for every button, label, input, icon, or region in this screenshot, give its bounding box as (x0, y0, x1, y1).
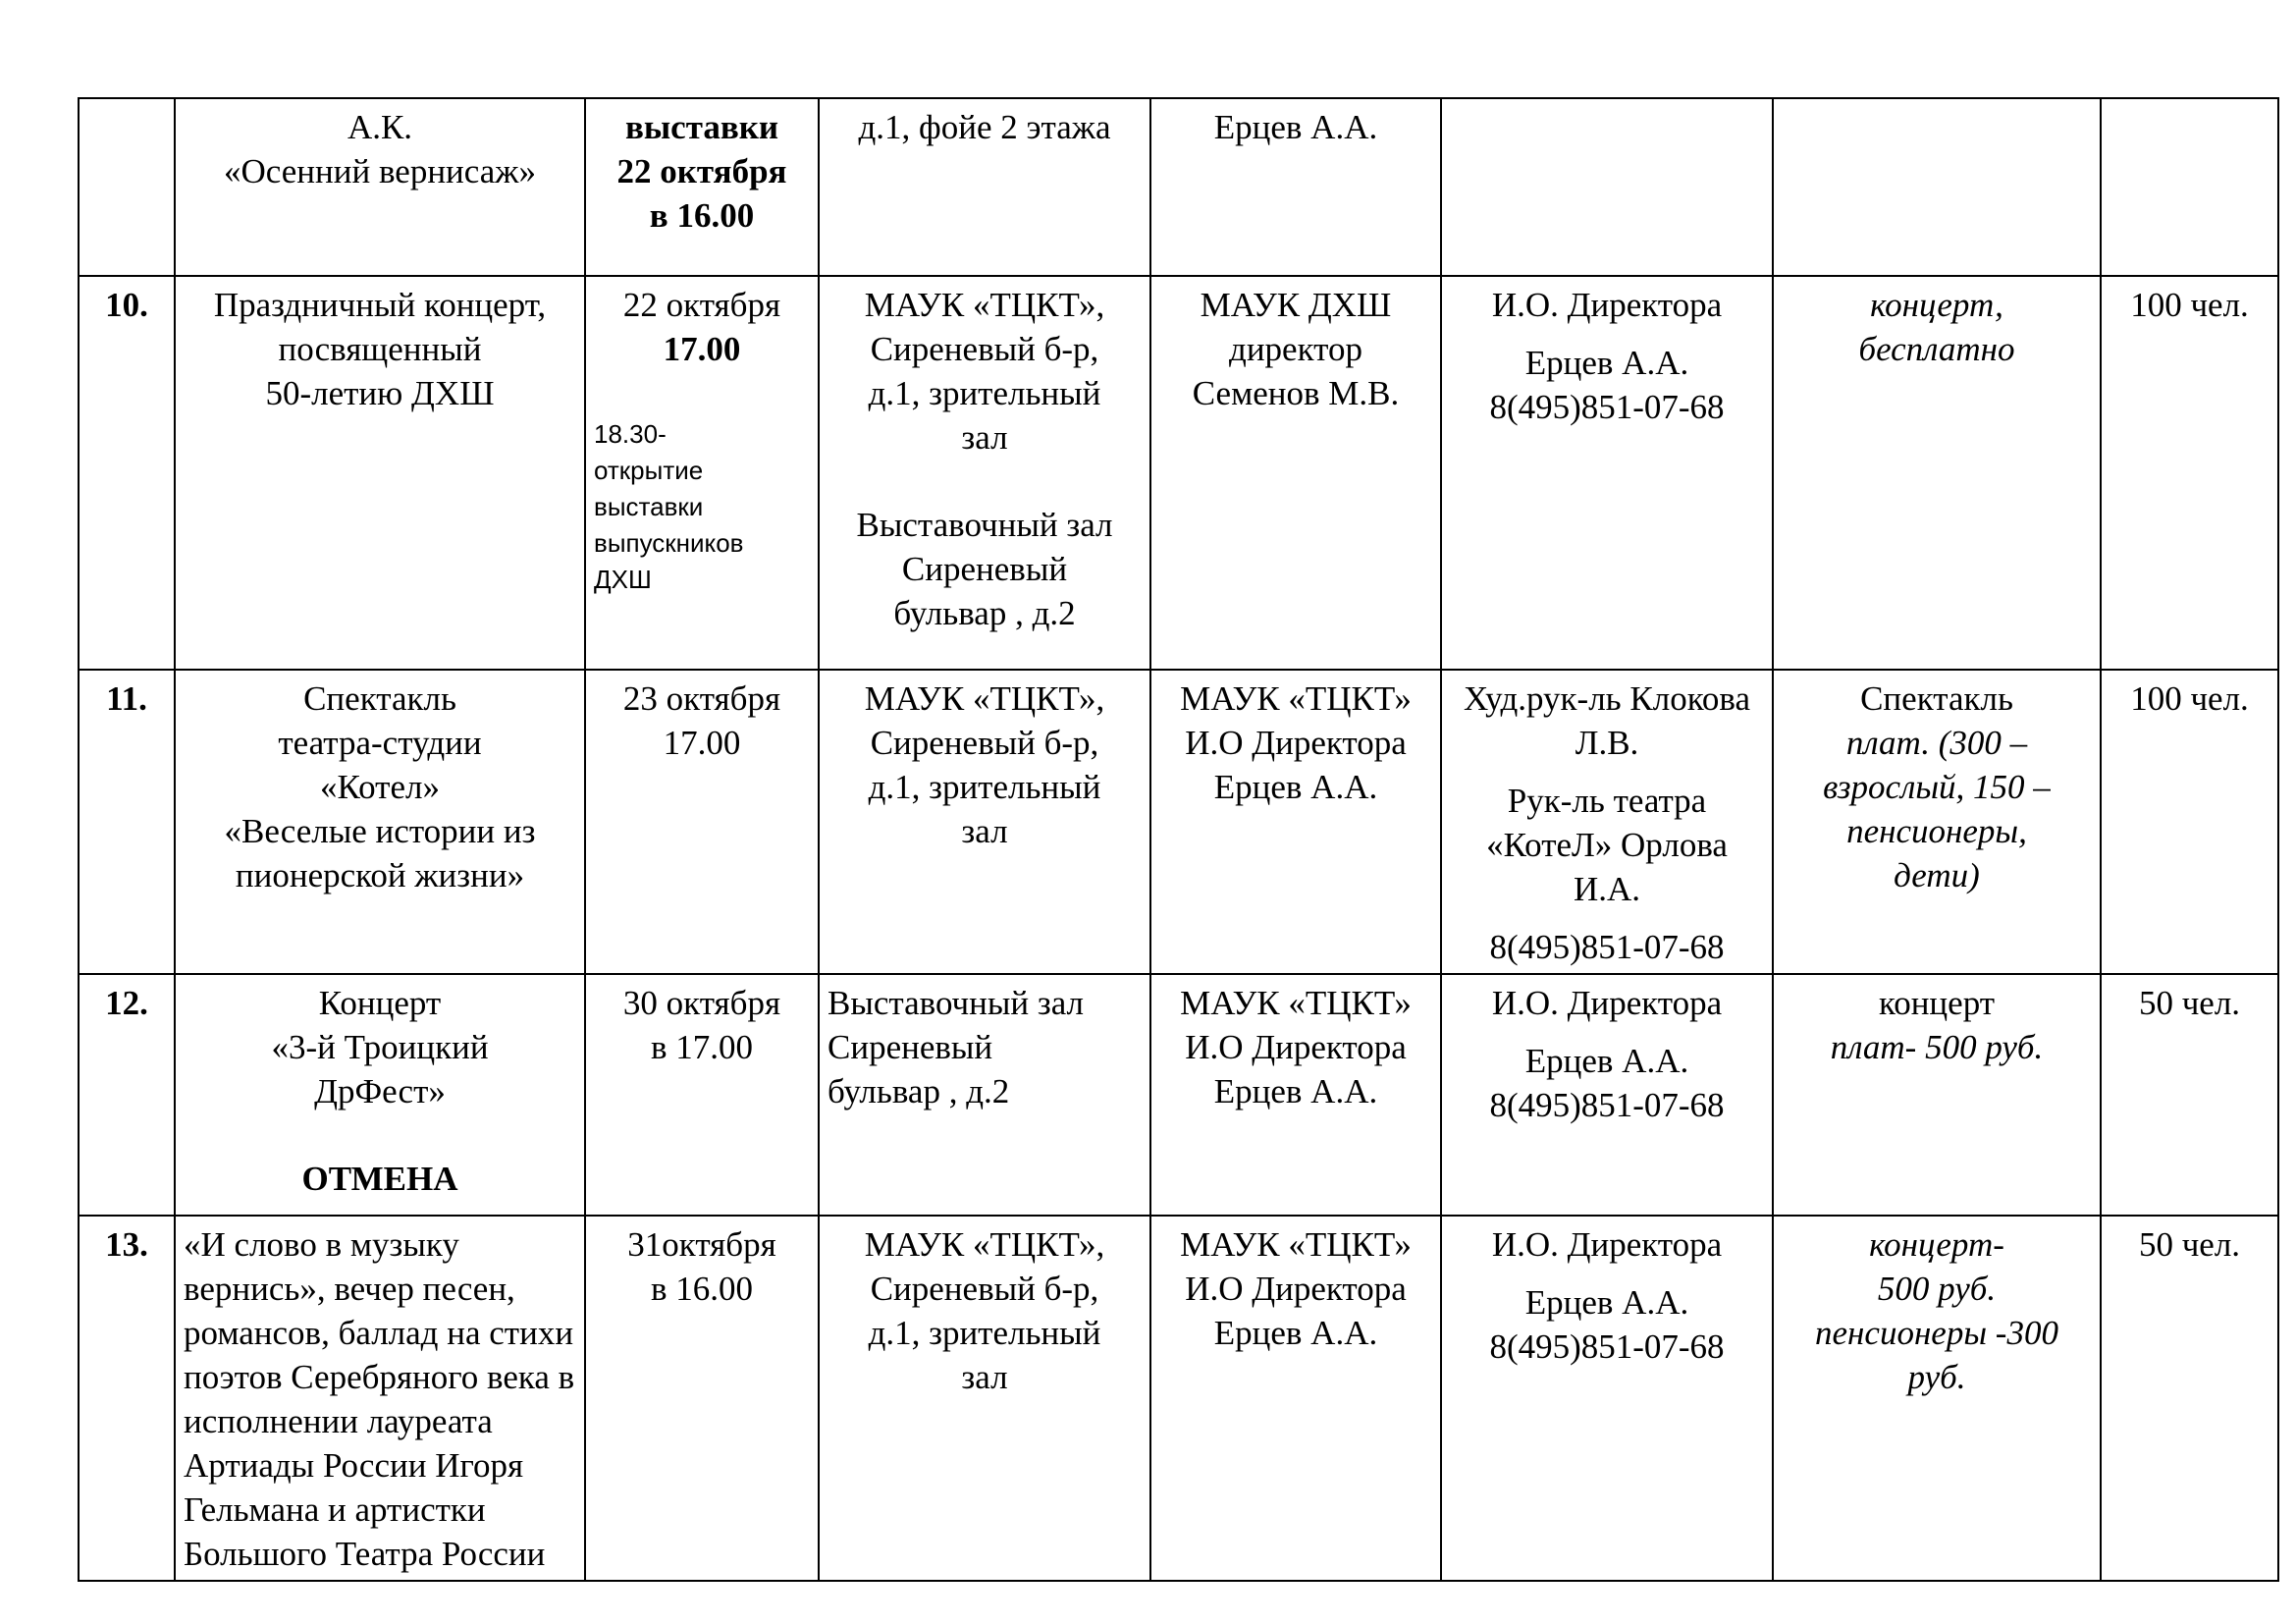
event-name: «И слово в музыку вернись», вечер песен, романсов, баллад на стихи поэтов Серебряного века в исполнении лауреата Артиады России Игоря Гельмана и артистки Большого Театра России (175, 1216, 585, 1581)
event-form: концерт, бесплатно (1773, 276, 2101, 670)
table-row (79, 98, 2278, 276)
event-date: выставки 22 октября в 16.00 (585, 98, 819, 276)
event-count: 50 чел. (2101, 974, 2278, 1216)
table-row (79, 974, 2278, 1216)
event-date: 30 октября в 17.00 (585, 974, 819, 1216)
row-number: 12. (79, 974, 175, 1216)
event-organizer: Ерцев А.А. (1150, 98, 1441, 276)
table-row (79, 670, 2278, 974)
event-form: концерт- 500 руб. пенсионеры -300 руб. (1773, 1216, 2101, 1581)
event-organizer: МАУК «ТЦКТ» И.О Директора Ерцев А.А. (1150, 1216, 1441, 1581)
event-place: МАУК «ТЦКТ», Сиреневый б-р, д.1, зрительный зал (819, 670, 1150, 974)
event-count (2101, 98, 2278, 276)
row-number: 11. (79, 670, 175, 974)
event-date: 22 октября 17.00 18.30- открытие выставки выпускников ДХШ (585, 276, 819, 670)
row-number: 13. (79, 1216, 175, 1581)
row-number: 10. (79, 276, 175, 670)
event-contact: И.О. Директора Ерцев А.А. 8(495)851-07-68 (1441, 276, 1773, 670)
events-table (78, 97, 2279, 1582)
event-count: 100 чел. (2101, 670, 2278, 974)
event-form: Спектакль плат. (300 – взрослый, 150 – пенсионеры, дети) (1773, 670, 2101, 974)
event-organizer: МАУК «ТЦКТ» И.О Директора Ерцев А.А. (1150, 670, 1441, 974)
event-name: Праздничный концерт, посвященный 50-летию ДХШ (175, 276, 585, 670)
event-place: д.1, фойе 2 этажа (819, 98, 1150, 276)
event-name: Концерт «3-й Троицкий ДрФест» ОТМЕНА (175, 974, 585, 1216)
cancelled-label: ОТМЕНА (301, 1160, 458, 1198)
event-date: 23 октября 17.00 (585, 670, 819, 974)
event-date: 31октября в 16.00 (585, 1216, 819, 1581)
event-place: МАУК «ТЦКТ», Сиреневый б-р, д.1, зрительный зал Выставочный зал Сиреневый бульвар , д.2 (819, 276, 1150, 670)
event-contact (1441, 98, 1773, 276)
event-count: 50 чел. (2101, 1216, 2278, 1581)
event-contact: Худ.рук-ль Клокова Л.В. Рук-ль театра «КотеЛ» Орлова И.А. 8(495)851-07-68 (1441, 670, 1773, 974)
event-form: концерт плат- 500 руб. (1773, 974, 2101, 1216)
event-contact: И.О. Директора Ерцев А.А. 8(495)851-07-68 (1441, 1216, 1773, 1581)
table-row (79, 276, 2278, 670)
event-organizer: МАУК «ТЦКТ» И.О Директора Ерцев А.А. (1150, 974, 1441, 1216)
event-place: МАУК «ТЦКТ», Сиреневый б-р, д.1, зрительный зал (819, 1216, 1150, 1581)
table-row (79, 1216, 2278, 1581)
exhibition-opening-note: 18.30- открытие выставки выпускников ДХШ (594, 419, 744, 594)
event-place: Выставочный зал Сиреневый бульвар , д.2 (819, 974, 1150, 1216)
event-name: Спектакль театра-студии «Котел» «Веселые истории из пионерской жизни» (175, 670, 585, 974)
row-number (79, 98, 175, 276)
event-organizer: МАУК ДХШ директор Семенов М.В. (1150, 276, 1441, 670)
event-name: А.К. «Осенний вернисаж» (175, 98, 585, 276)
event-contact: И.О. Директора Ерцев А.А. 8(495)851-07-68 (1441, 974, 1773, 1216)
event-form (1773, 98, 2101, 276)
event-count: 100 чел. (2101, 276, 2278, 670)
